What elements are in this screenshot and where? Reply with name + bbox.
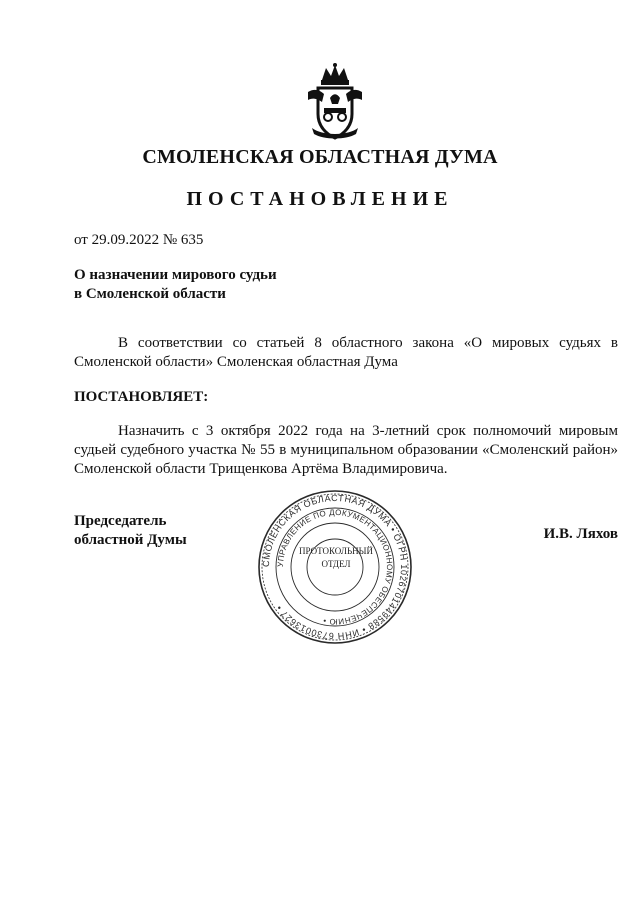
document-date-number: от 29.09.2022 № 635 (74, 232, 204, 248)
seal-center-label (296, 545, 376, 571)
position-line-1: Председатель (74, 513, 167, 529)
coat-of-arms-icon (302, 62, 368, 142)
preamble-paragraph (74, 334, 618, 372)
document-subject (74, 266, 277, 304)
preamble-text: В соответствии со статьей 8 областного закона «О мировых судьях в Смоленской области» Смоленская областная Дума (74, 335, 618, 370)
seal-center-line-1: ПРОТОКОЛЬНЫЙ (299, 546, 373, 556)
subject-line-2: в Смоленской области (74, 286, 226, 302)
resolution-text: Назначить с 3 октября 2022 года на 3-летний срок полномочий мировым судьей судебного участка № 55 в муниципальном образовании «Смоленский район» Смоленской области Трищенкова Артёма Владимировича. (74, 423, 618, 477)
organization-title: СМОЛЕНСКАЯ ОБЛАСТНАЯ ДУМА (142, 146, 498, 168)
decree-heading: ПОСТАНОВЛЯЕТ: (74, 389, 209, 405)
resolution-paragraph (74, 422, 618, 479)
document-type-title: ПОСТАНОВЛЕНИЕ (186, 188, 454, 210)
signatory-name: И.В. Ляхов (543, 526, 618, 542)
subject-line-1: О назначении мирового судьи (74, 267, 277, 283)
position-line-2: областной Думы (74, 532, 187, 548)
seal-center-line-2: ОТДЕЛ (321, 559, 351, 569)
seal-inner-text: УПРАВЛЕНИЕ ПО ДОКУМЕНТАЦИОННОМУ ОБЕСПЕЧЕНИЮ • (275, 507, 395, 627)
signatory-position (74, 512, 187, 550)
seal-outer-text: СМОЛЕНСКАЯ ОБЛАСТНАЯ ДУМА • ОГРН 1026701449588 • ИНН 6730013627 • (260, 492, 410, 642)
